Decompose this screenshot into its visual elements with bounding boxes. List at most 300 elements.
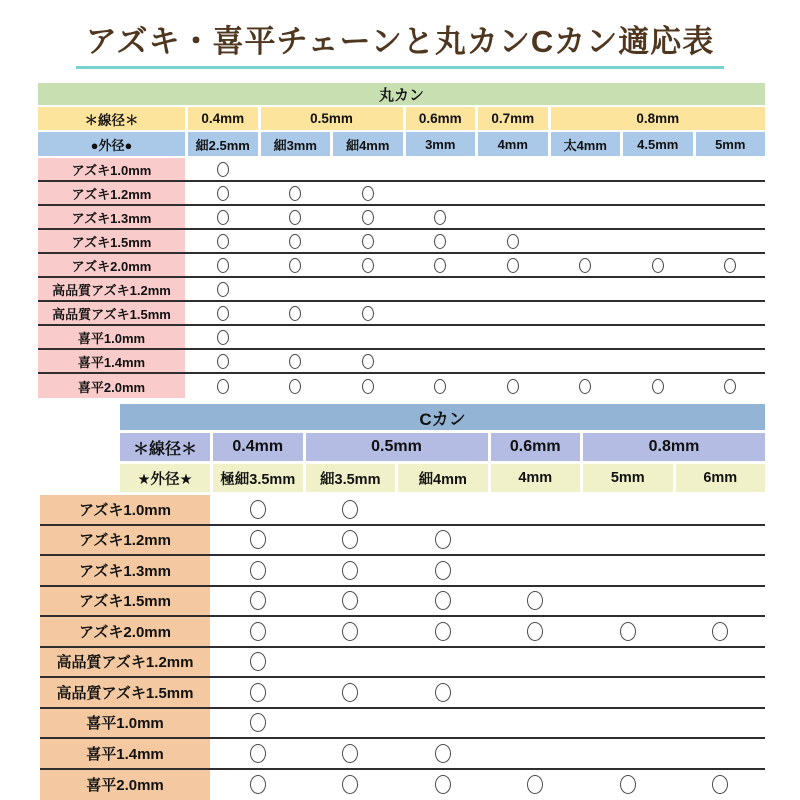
wire-diameter-group-cell: 0.6mm [406, 107, 476, 130]
compatibility-cell [213, 617, 303, 646]
compatibility-circle-mark [217, 186, 229, 201]
compatibility-cell [491, 678, 581, 707]
compatibility-cell [623, 350, 693, 372]
compatibility-circle-mark [434, 234, 446, 249]
compatibility-circle-mark [342, 683, 358, 702]
chain-row-grid [40, 587, 765, 616]
chain-row [38, 302, 765, 326]
outer-diameter-col-cell: 4mm [478, 132, 548, 156]
compatibility-cell [306, 587, 396, 616]
compatibility-cell [261, 182, 331, 204]
chain-label-cell: 高品質アズキ1.2mm [38, 278, 185, 300]
compatibility-cell [406, 206, 476, 228]
compatibility-cell [406, 254, 476, 276]
compatibility-cell [583, 587, 673, 616]
chain-label-cell: アズキ1.0mm [40, 495, 210, 524]
compatibility-cell [188, 278, 258, 300]
compatibility-circle-mark [434, 210, 446, 225]
chain-row-grid [38, 158, 765, 180]
chain-row [38, 278, 765, 302]
compatibility-cell [333, 158, 403, 180]
chain-row [38, 182, 765, 206]
compatibility-cell [696, 374, 766, 398]
chain-row [40, 739, 765, 770]
compatibility-cell [213, 587, 303, 616]
compatibility-circle-mark [362, 306, 374, 321]
compatibility-circle-mark [342, 561, 358, 580]
compatibility-cell [398, 556, 488, 585]
compatibility-circle-mark [434, 379, 446, 394]
compatibility-circle-mark [434, 258, 446, 273]
chain-row [38, 158, 765, 182]
chain-row [40, 587, 765, 618]
compatibility-circle-mark [289, 186, 301, 201]
page-title: アズキ・喜平チェーンと丸カンCカン適応表 [76, 16, 725, 69]
compatibility-circle-mark [342, 775, 358, 794]
outer-diameter-row [40, 464, 765, 492]
compatibility-cell [583, 495, 673, 524]
chain-row-grid [40, 678, 765, 707]
compatibility-cell [696, 302, 766, 324]
compatibility-cell [188, 182, 258, 204]
compatibility-cell [398, 617, 488, 646]
compatibility-cell [261, 350, 331, 372]
compatibility-cell [676, 770, 766, 800]
compatibility-cell [306, 617, 396, 646]
compatibility-cell [398, 648, 488, 677]
chain-row [40, 678, 765, 709]
chain-row-grid [38, 230, 765, 252]
marukan-table [38, 83, 765, 398]
compatibility-circle-mark [289, 258, 301, 273]
chain-row-grid [40, 526, 765, 555]
compatibility-circle-mark [250, 561, 266, 580]
table-title-band: Cカン [120, 404, 765, 430]
compatibility-cell [583, 770, 673, 800]
compatibility-cell [623, 326, 693, 348]
compatibility-cell [478, 254, 548, 276]
compatibility-cell [213, 739, 303, 768]
chain-row [40, 770, 765, 800]
chain-row-grid [40, 770, 765, 800]
compatibility-cell [676, 526, 766, 555]
compatibility-circle-mark [342, 500, 358, 519]
compatibility-cell [696, 350, 766, 372]
chain-label-cell: アズキ1.5mm [40, 587, 210, 616]
compatibility-cell [623, 302, 693, 324]
chain-row [40, 709, 765, 740]
compatibility-circle-mark [435, 591, 451, 610]
compatibility-cell [333, 326, 403, 348]
compatibility-circle-mark [579, 258, 591, 273]
compatibility-cell [213, 526, 303, 555]
outer-diameter-row [38, 132, 765, 156]
chain-label-cell: 喜平1.0mm [40, 709, 210, 738]
compatibility-circle-mark [342, 744, 358, 763]
compatibility-cell [623, 374, 693, 398]
compatibility-cell [333, 254, 403, 276]
compatibility-circle-mark [250, 713, 266, 732]
compatibility-circle-mark [435, 683, 451, 702]
compatibility-cell [261, 158, 331, 180]
compatibility-cell [306, 495, 396, 524]
compatibility-cell [406, 326, 476, 348]
compatibility-cell [676, 648, 766, 677]
compatibility-cell [491, 770, 581, 800]
chain-label-cell: アズキ1.2mm [40, 526, 210, 555]
compatibility-cell [491, 739, 581, 768]
compatibility-cell [188, 374, 258, 398]
compatibility-cell [551, 278, 621, 300]
compatibility-cell [551, 206, 621, 228]
compatibility-cell [406, 374, 476, 398]
compatibility-circle-mark [250, 652, 266, 671]
outer-diameter-col-cell: 細2.5mm [188, 132, 258, 156]
outer-diameter-col-cell: 6mm [676, 464, 766, 492]
compatibility-circle-mark [217, 210, 229, 225]
compatibility-circle-mark [507, 258, 519, 273]
compatibility-circle-mark [362, 186, 374, 201]
compatibility-cell [491, 648, 581, 677]
compatibility-cell [333, 302, 403, 324]
compatibility-circle-mark [435, 744, 451, 763]
chain-row [38, 230, 765, 254]
compatibility-cell [676, 587, 766, 616]
compatibility-cell [676, 678, 766, 707]
compatibility-circle-mark [527, 591, 543, 610]
outer-diameter-col-cell: 細4mm [333, 132, 403, 156]
compatibility-cell [333, 278, 403, 300]
wire-diameter-group-cell: 0.5mm [306, 433, 488, 461]
compatibility-cell [188, 206, 258, 228]
chain-label-cell: アズキ1.2mm [38, 182, 185, 204]
outer-diameter-col-cell: 細4mm [398, 464, 488, 492]
compatibility-cell [398, 587, 488, 616]
compatibility-cell [213, 709, 303, 738]
compatibility-cell [478, 182, 548, 204]
compatibility-cell [398, 709, 488, 738]
compatibility-cell [551, 182, 621, 204]
compatibility-circle-mark [362, 210, 374, 225]
wire-diameter-row [40, 433, 765, 461]
compatibility-circle-mark [342, 622, 358, 641]
compatibility-cell [213, 770, 303, 800]
compatibility-cell [696, 230, 766, 252]
compatibility-cell [676, 495, 766, 524]
chain-label-cell: 高品質アズキ1.2mm [40, 648, 210, 677]
compatibility-cell [491, 526, 581, 555]
wire-diameter-group-cell: 0.6mm [491, 433, 581, 461]
compatibility-circle-mark [289, 210, 301, 225]
compatibility-circle-mark [724, 258, 736, 273]
outer-diameter-col-cell: 極細3.5mm [213, 464, 303, 492]
compatibility-cell [696, 326, 766, 348]
compatibility-circle-mark [217, 258, 229, 273]
compatibility-circle-mark [217, 379, 229, 394]
compatibility-cell [583, 617, 673, 646]
compatibility-cell [478, 374, 548, 398]
compatibility-cell [623, 182, 693, 204]
compatibility-cell [333, 182, 403, 204]
compatibility-cell [306, 648, 396, 677]
outer-diameter-label-cell: ★外径★ [120, 464, 210, 492]
chain-row-grid [38, 374, 765, 398]
compatibility-cell [623, 230, 693, 252]
compatibility-circle-mark [712, 622, 728, 641]
chain-row-grid [38, 206, 765, 228]
compatibility-cell [551, 350, 621, 372]
compatibility-cell [676, 709, 766, 738]
wire-diameter-row [38, 107, 765, 130]
compatibility-circle-mark [620, 622, 636, 641]
compatibility-circle-mark [250, 744, 266, 763]
compatibility-cell [261, 254, 331, 276]
outer-diameter-col-cell: 5mm [696, 132, 766, 156]
compatibility-cell [333, 374, 403, 398]
compatibility-cell [491, 495, 581, 524]
compatibility-cell [478, 350, 548, 372]
wire-diameter-group-cell: 0.8mm [583, 433, 765, 461]
compatibility-cell [551, 302, 621, 324]
chain-row [40, 526, 765, 557]
compatibility-cell [478, 302, 548, 324]
compatibility-cell [696, 254, 766, 276]
compatibility-cell [406, 230, 476, 252]
chain-row [40, 617, 765, 648]
chain-label-cell: 喜平1.4mm [40, 739, 210, 768]
chain-row [40, 556, 765, 587]
compatibility-cell [406, 278, 476, 300]
compatibility-cell [306, 709, 396, 738]
chain-row-grid [40, 648, 765, 677]
compatibility-cell [306, 770, 396, 800]
chain-row-grid [38, 302, 765, 324]
outer-diameter-col-cell: 3mm [406, 132, 476, 156]
compatibility-circle-mark [362, 354, 374, 369]
compatibility-cell [261, 206, 331, 228]
outer-diameter-col-cell: 太4mm [551, 132, 621, 156]
compatibility-circle-mark [250, 683, 266, 702]
outer-diameter-col-cell: 細3.5mm [306, 464, 396, 492]
chain-label-cell: 高品質アズキ1.5mm [40, 678, 210, 707]
compatibility-cell [406, 302, 476, 324]
compatibility-cell [551, 230, 621, 252]
chain-row [38, 326, 765, 350]
chain-label-cell: アズキ1.5mm [38, 230, 185, 252]
compatibility-circle-mark [507, 234, 519, 249]
compatibility-cell [306, 526, 396, 555]
compatibility-cell [188, 158, 258, 180]
compatibility-cell [478, 278, 548, 300]
compatibility-cell [406, 350, 476, 372]
compatibility-cell [583, 739, 673, 768]
compatibility-circle-mark [250, 530, 266, 549]
compatibility-circle-mark [217, 330, 229, 345]
compatibility-cell [478, 206, 548, 228]
compatibility-cell [398, 739, 488, 768]
compatibility-cell [676, 556, 766, 585]
chain-row-grid [38, 350, 765, 372]
compatibility-circle-mark [250, 500, 266, 519]
wire-diameter-group-cell: 0.4mm [213, 433, 303, 461]
compatibility-cell [406, 182, 476, 204]
compatibility-cell [398, 495, 488, 524]
chain-row-grid [38, 254, 765, 276]
compatibility-circle-mark [435, 622, 451, 641]
table-title-band: 丸カン [38, 83, 765, 105]
outer-diameter-col-cell: 4.5mm [623, 132, 693, 156]
compatibility-circle-mark [652, 379, 664, 394]
compatibility-cell [306, 678, 396, 707]
chain-row [38, 350, 765, 374]
compatibility-circle-mark [250, 775, 266, 794]
compatibility-cell [306, 556, 396, 585]
compatibility-circle-mark [342, 591, 358, 610]
compatibility-cell [188, 326, 258, 348]
compatibility-cell [261, 302, 331, 324]
compatibility-cell [696, 278, 766, 300]
chain-row [38, 254, 765, 278]
chain-row-grid [40, 617, 765, 646]
compatibility-cell [478, 326, 548, 348]
compatibility-circle-mark [527, 622, 543, 641]
chain-label-cell: 喜平1.0mm [38, 326, 185, 348]
compatibility-cell [213, 678, 303, 707]
compatibility-cell [583, 678, 673, 707]
outer-diameter-col-cell: 4mm [491, 464, 581, 492]
compatibility-circle-mark [250, 622, 266, 641]
outer-diameter-label-cell: ●外径● [38, 132, 185, 156]
compatibility-cell [623, 254, 693, 276]
compatibility-cell [676, 617, 766, 646]
page-title-row [0, 16, 800, 69]
compatibility-cell [491, 709, 581, 738]
outer-diameter-col-cell: 5mm [583, 464, 673, 492]
compatibility-circle-mark [620, 775, 636, 794]
compatibility-cell [213, 556, 303, 585]
compatibility-circle-mark [289, 379, 301, 394]
compatibility-cell [696, 182, 766, 204]
compatibility-cell [333, 230, 403, 252]
compatibility-cell [188, 254, 258, 276]
compatibility-cell [406, 158, 476, 180]
compatibility-cell [333, 350, 403, 372]
chain-row [38, 206, 765, 230]
compatibility-cell [188, 302, 258, 324]
compatibility-cell [583, 556, 673, 585]
chain-row-grid [40, 709, 765, 738]
compatibility-cell [188, 230, 258, 252]
compatibility-circle-mark [712, 775, 728, 794]
compatibility-cell [623, 158, 693, 180]
compatibility-cell [491, 556, 581, 585]
compatibility-cell [261, 374, 331, 398]
chain-label-cell: アズキ2.0mm [38, 254, 185, 276]
compatibility-cell [551, 254, 621, 276]
ckan-table [40, 404, 765, 800]
wire-diameter-label-cell: ＊線径＊ [38, 107, 185, 130]
compatibility-circle-mark [579, 379, 591, 394]
chain-row-grid [40, 495, 765, 524]
chain-row [40, 495, 765, 526]
compatibility-circle-mark [435, 561, 451, 580]
compatibility-circle-mark [342, 530, 358, 549]
compatibility-circle-mark [217, 234, 229, 249]
chain-row-grid [38, 278, 765, 300]
compatibility-cell [478, 230, 548, 252]
wire-diameter-group-cell: 0.8mm [551, 107, 766, 130]
compatibility-circle-mark [289, 354, 301, 369]
compatibility-circle-mark [435, 530, 451, 549]
compatibility-circle-mark [362, 234, 374, 249]
chain-row [38, 374, 765, 398]
compatibility-cell [551, 158, 621, 180]
compatibility-cell [491, 617, 581, 646]
chain-row-grid [38, 182, 765, 204]
chain-label-cell: 高品質アズキ1.5mm [38, 302, 185, 324]
compatibility-circle-mark [362, 379, 374, 394]
compatibility-circle-mark [250, 591, 266, 610]
compatibility-cell [696, 158, 766, 180]
compatibility-cell [333, 206, 403, 228]
chain-row-grid [40, 739, 765, 768]
chain-label-cell: 喜平2.0mm [40, 770, 210, 800]
compatibility-circle-mark [289, 234, 301, 249]
outer-diameter-col-cell: 細3mm [261, 132, 331, 156]
compatibility-cell [478, 158, 548, 180]
compatibility-cell [623, 278, 693, 300]
wire-diameter-label-cell: ＊線径＊ [120, 433, 210, 461]
compatibility-circle-mark [435, 775, 451, 794]
compatibility-circle-mark [289, 306, 301, 321]
compatibility-circle-mark [507, 379, 519, 394]
compatibility-circle-mark [652, 258, 664, 273]
compatibility-circle-mark [724, 379, 736, 394]
wire-diameter-group-cell: 0.4mm [188, 107, 258, 130]
compatibility-cell [583, 648, 673, 677]
compatibility-circle-mark [217, 354, 229, 369]
compatibility-cell [188, 350, 258, 372]
compatibility-circle-mark [362, 258, 374, 273]
compatibility-cell [261, 230, 331, 252]
compatibility-circle-mark [217, 306, 229, 321]
compatibility-cell [583, 526, 673, 555]
chain-row-grid [40, 556, 765, 585]
wire-diameter-group-cell: 0.7mm [478, 107, 548, 130]
chain-label-cell: アズキ1.3mm [38, 206, 185, 228]
compatibility-cell [491, 587, 581, 616]
compatibility-cell [551, 374, 621, 398]
chain-label-cell: 喜平2.0mm [38, 374, 185, 398]
compatibility-circle-mark [217, 282, 229, 297]
compatibility-cell [213, 495, 303, 524]
compatibility-cell [261, 326, 331, 348]
compatibility-circle-mark [527, 775, 543, 794]
chain-label-cell: アズキ2.0mm [40, 617, 210, 646]
compatibility-cell [306, 739, 396, 768]
compatibility-cell [676, 739, 766, 768]
compatibility-cell [623, 206, 693, 228]
chain-label-cell: アズキ1.3mm [40, 556, 210, 585]
wire-diameter-group-cell: 0.5mm [261, 107, 403, 130]
compatibility-cell [551, 326, 621, 348]
chain-label-cell: 喜平1.4mm [38, 350, 185, 372]
chain-label-cell: アズキ1.0mm [38, 158, 185, 180]
compatibility-cell [696, 206, 766, 228]
compatibility-cell [583, 709, 673, 738]
compatibility-cell [398, 770, 488, 800]
compatibility-cell [261, 278, 331, 300]
